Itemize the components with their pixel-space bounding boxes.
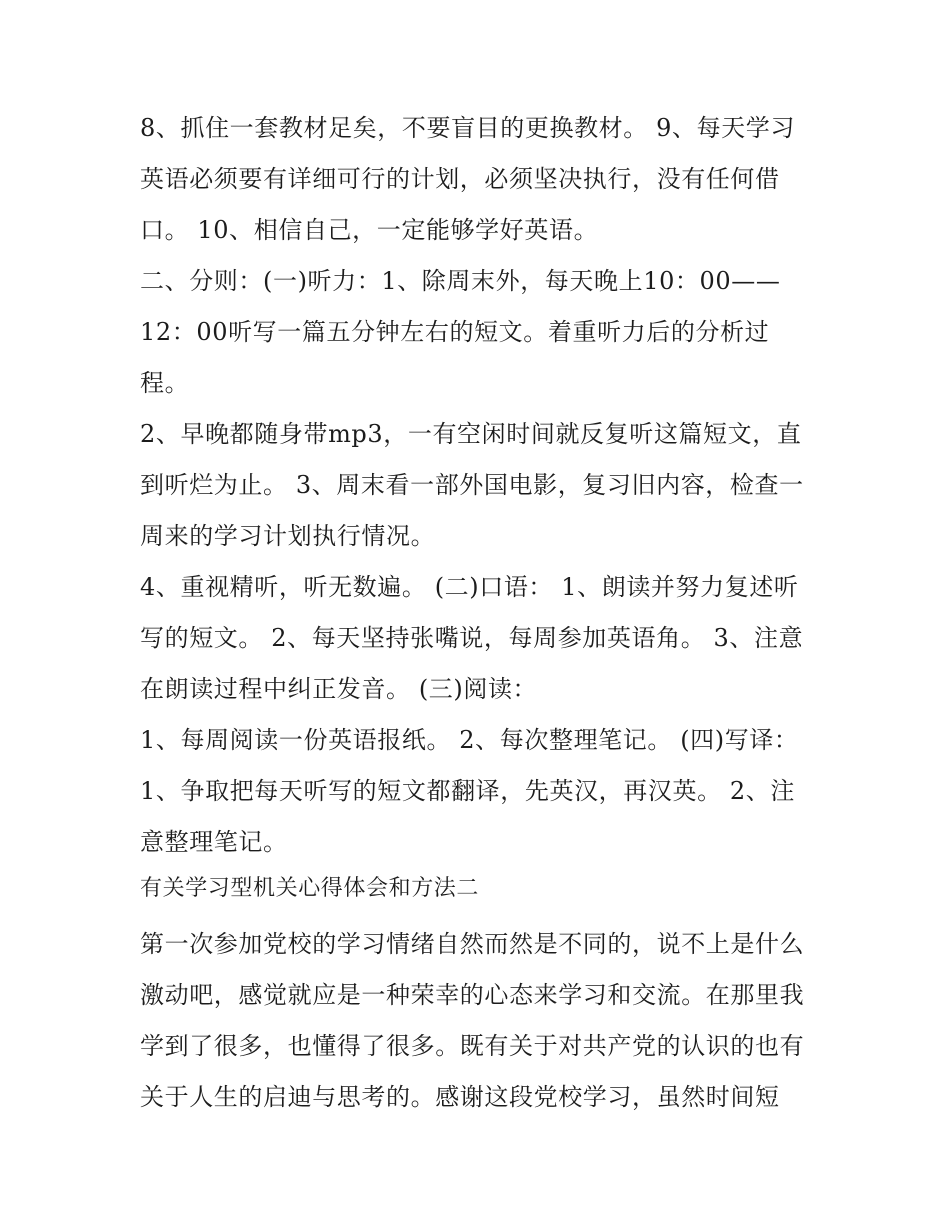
text-line-10: 4、重视精听，听无数遍。 (二)口语： 1、朗读并努力复述听 xyxy=(140,573,799,601)
text-line-3: 口。 10、相信自己，一定能够学好英语。 xyxy=(140,216,599,244)
text-line-8: 到听烂为止。 3、周末看一部外国电影，复习旧内容，检查一 xyxy=(140,471,804,499)
text-line-9: 周来的学习计划执行情况。 xyxy=(140,522,436,550)
text-line-17: 第一次参加党校的学习情绪自然而然是不同的，说不上是什么 xyxy=(140,930,805,958)
text-line-12: 在朗读过程中纠正发音。 (三)阅读： xyxy=(140,675,538,703)
text-line-18: 激动吧，感觉就应是一种荣幸的心态来学习和交流。在那里我 xyxy=(140,981,805,1009)
text-line-19: 学到了很多，也懂得了很多。既有关于对共产党的认识的也有 xyxy=(140,1032,805,1060)
text-line-2: 英语必须要有详细可行的计划，必须坚决执行，没有任何借 xyxy=(140,165,780,193)
text-line-13: 1、每周阅读一份英语报纸。 2、每次整理笔记。 (四)写译： xyxy=(140,726,799,754)
text-line-6: 程。 xyxy=(140,369,190,397)
text-line-5: 12：00听写一篇五分钟左右的短文。着重听力后的分析过 xyxy=(140,318,770,346)
text-line-20: 关于人生的启迪与思考的。感谢这段党校学习，虽然时间短 xyxy=(140,1083,780,1111)
text-line-14: 1、争取把每天听写的短文都翻译，先英汉，再汉英。 2、注 xyxy=(140,777,795,805)
section-heading: 有关学习型机关心得体会和方法二 xyxy=(140,876,480,901)
text-line-7: 2、早晚都随身带mp3，一有空闲时间就反复听这篇短文，直 xyxy=(140,420,802,448)
text-line-11: 写的短文。 2、每天坚持张嘴说，每周参加英语角。 3、注意 xyxy=(140,624,804,652)
text-line-15: 意整理笔记。 xyxy=(140,828,288,856)
text-line-1: 8、抓住一套教材足矣，不要盲目的更换教材。 9、每天学习 xyxy=(140,114,795,142)
text-line-4: 二、分则：(一)听力：1、除周末外，每天晚上10：00—— xyxy=(140,267,781,295)
